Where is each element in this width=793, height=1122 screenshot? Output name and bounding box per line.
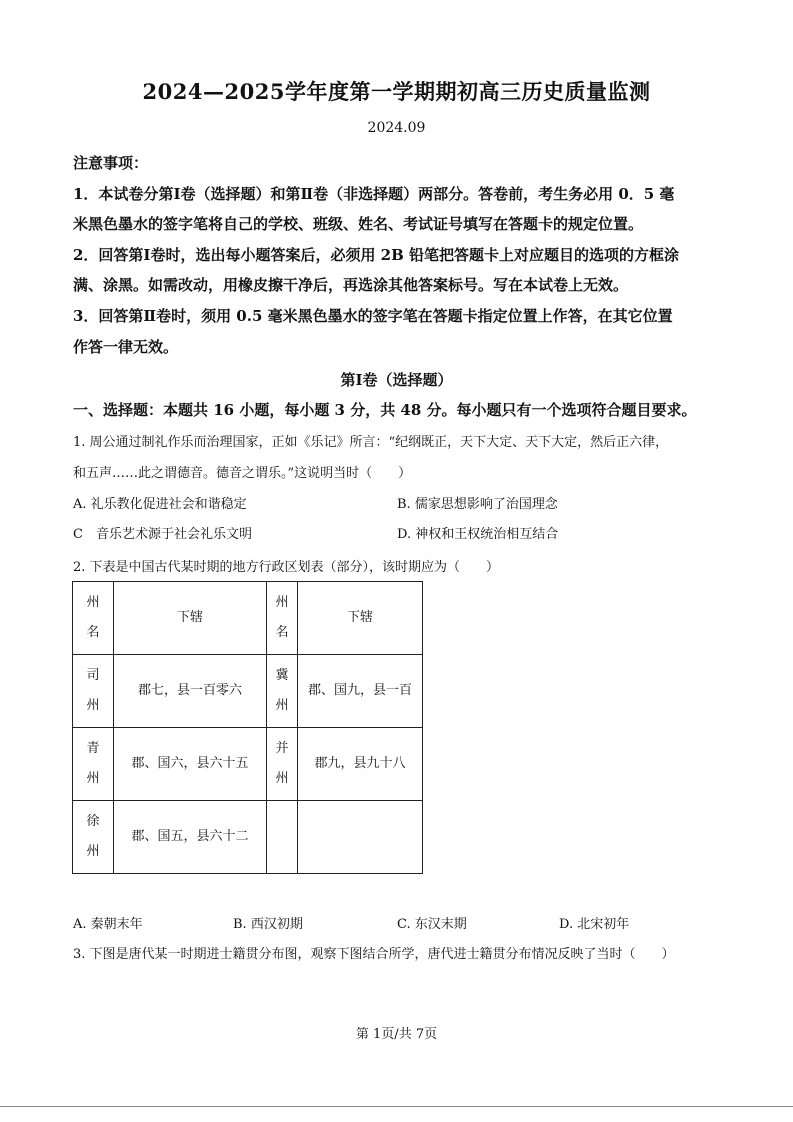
exam-title: 2024—2025学年度第一学期期初高三历史质量监测 xyxy=(142,79,651,104)
notice-heading: 注意事项： xyxy=(73,154,149,172)
notice-line: 3．回答第Ⅱ卷时，须用 0.5 毫米黑色墨水的签字笔在答题卡指定位置上作答，在其它位置 xyxy=(73,307,673,325)
notice-line: 1．本试卷分第Ⅰ卷（选择题）和第Ⅱ卷（非选择题）两部分。答卷前，考生务必用 0．5 毫 xyxy=(73,185,675,203)
table-cell: 并州 xyxy=(267,728,298,801)
question-2-option-c: C. 东汉末期 xyxy=(397,917,467,932)
question-1-stem: 1. 周公通过制礼作乐而治理国家，正如《乐记》所言：“纪纲既正，天下大定、天下大定，然后正六律， xyxy=(73,435,669,450)
question-2-option-d: D. 北宋初年 xyxy=(559,917,630,932)
table-cell-empty xyxy=(267,801,298,874)
table-cell: 郡九，县九十八 xyxy=(298,728,423,801)
question-1-option-d: D. 神权和王权统治相互结合 xyxy=(397,527,559,542)
question-2-stem: 2. 下表是中国古代某时期的地方行政区划表（部分），该时期应为（ ） xyxy=(73,560,500,575)
page-number: 第 1页/共 7页 xyxy=(355,1027,438,1042)
question-3-stem: 3. 下图是唐代某一时期进士籍贯分布图，观察下图结合所学，唐代进士籍贯分布情况反映了当时（ ） xyxy=(73,947,675,962)
table-header-cell: 下辖 xyxy=(114,582,267,655)
page-bottom-divider xyxy=(0,1106,793,1107)
table-row xyxy=(73,801,423,874)
table-cell: 徐州 xyxy=(73,801,114,874)
section-title: 第Ⅰ卷（选择题） xyxy=(340,371,453,389)
table-header-cell: 下辖 xyxy=(298,582,423,655)
section-instruction: 一、选择题：本题共 16 小题，每小题 3 分，共 48 分。每小题只有一个选项符合题目要求。 xyxy=(73,401,697,419)
table-cell: 郡、国九，县一百 xyxy=(298,655,423,728)
question-1-option-c: C 音乐艺术源于社会礼乐文明 xyxy=(73,527,252,542)
question-1-option-b: B. 儒家思想影响了治国理念 xyxy=(397,497,558,512)
table-row xyxy=(73,728,423,801)
admin-division-table xyxy=(72,581,423,874)
table-row xyxy=(73,582,423,655)
question-2-option-b: B. 西汉初期 xyxy=(233,917,303,932)
table-cell: 青州 xyxy=(73,728,114,801)
table-header-cell: 州名 xyxy=(73,582,114,655)
table-cell: 郡、国六，县六十五 xyxy=(114,728,267,801)
table-header-cell: 州名 xyxy=(267,582,298,655)
notice-line: 2．回答第Ⅰ卷时，选出每小题答案后，必须用 2B 铅笔把答题卡上对应题目的选项的方框涂 xyxy=(73,246,680,264)
table-cell: 郡七，县一百零六 xyxy=(114,655,267,728)
table-cell: 郡、国五，县六十二 xyxy=(114,801,267,874)
table-cell-empty xyxy=(298,801,423,874)
table-row xyxy=(73,655,423,728)
notice-line: 米黑色墨水的签字笔将自己的学校、班级、姓名、考试证号填写在答题卡的规定位置。 xyxy=(73,215,644,233)
question-2-option-a: A. 秦朝末年 xyxy=(73,917,143,932)
table-cell: 冀州 xyxy=(267,655,298,728)
notice-line: 作答一律无效。 xyxy=(73,338,179,356)
notice-line: 满、涂黑。如需改动，用橡皮擦干净后，再选涂其他答案标号。写在本试卷上无效。 xyxy=(73,276,629,294)
table-cell: 司州 xyxy=(73,655,114,728)
question-1-option-a: A. 礼乐教化促进社会和谐稳定 xyxy=(73,497,247,512)
question-1-stem: 和五声……此之谓德音。德音之谓乐。”这说明当时（ ） xyxy=(73,466,412,481)
exam-date: 2024.09 xyxy=(367,120,426,136)
